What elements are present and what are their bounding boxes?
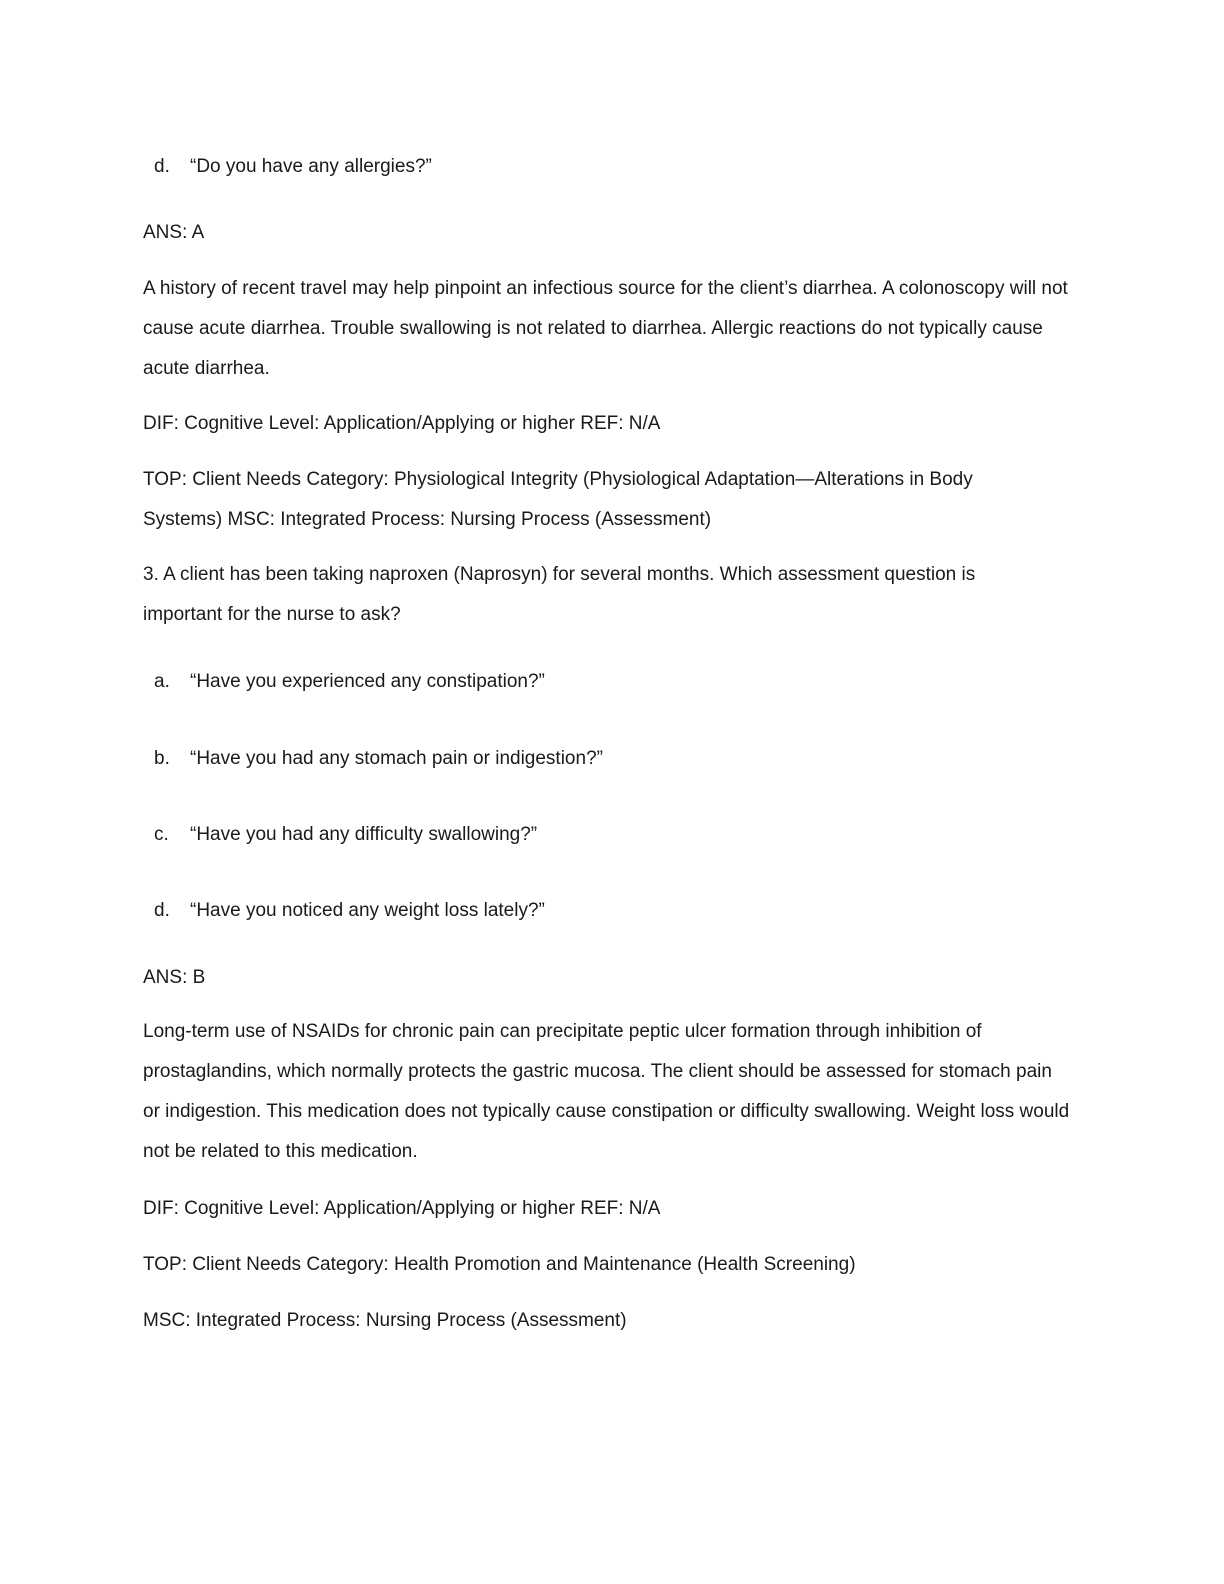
- rationale: Long-term use of NSAIDs for chronic pain can precipitate peptic ulcer formation through inhibition of prostaglandins, which normally protects the gastric mucosa. The client should be assessed for stomach pain or indigestion. This medication does not typically cause constipation or difficulty swallowing. Weight loss would not be related to this medication.: [143, 1021, 1070, 1162]
- option-letter: a.: [154, 671, 170, 692]
- option-text: “Do you have any allergies?”: [190, 156, 432, 177]
- prev-dif: DIF: Cognitive Level: Application/Applying or higher REF: N/A: [143, 413, 661, 434]
- prev-option-d: [154, 156, 432, 178]
- prev-top-msc: TOP: Client Needs Category: Physiological Integrity (Physiological Adaptation—Alterations in Body Systems) MSC: Integrated Process: Nursing Process (Assessment): [143, 469, 973, 530]
- option-letter: d.: [154, 156, 170, 177]
- option-text: “Have you noticed any weight loss lately?”: [190, 900, 545, 921]
- prev-answer: ANS: A: [143, 222, 205, 243]
- option-a: [154, 671, 545, 693]
- option-text: “Have you had any difficulty swallowing?”: [190, 824, 538, 845]
- option-d: [154, 900, 545, 922]
- top: TOP: Client Needs Category: Health Promotion and Maintenance (Health Screening): [143, 1254, 856, 1275]
- option-c: [154, 824, 537, 846]
- option-b: [154, 748, 603, 770]
- option-letter: d.: [154, 900, 170, 921]
- option-letter: b.: [154, 748, 170, 769]
- option-letter: c.: [154, 824, 169, 845]
- option-text: “Have you had any stomach pain or indigestion?”: [190, 748, 603, 769]
- question-3-stem: 3. A client has been taking naproxen (Naprosyn) for several months. Which assessment question is important for the nurse to ask?: [143, 564, 976, 625]
- option-text: “Have you experienced any constipation?”: [190, 671, 545, 692]
- msc: MSC: Integrated Process: Nursing Process (Assessment): [143, 1310, 627, 1331]
- prev-rationale: A history of recent travel may help pinpoint an infectious source for the client’s diarrhea. A colonoscopy will not cause acute diarrhea. Trouble swallowing is not related to diarrhea. Allergic reactions do not typically cause acute diarrhea.: [143, 278, 1068, 379]
- dif: DIF: Cognitive Level: Application/Applying or higher REF: N/A: [143, 1198, 661, 1219]
- answer: ANS: B: [143, 967, 206, 988]
